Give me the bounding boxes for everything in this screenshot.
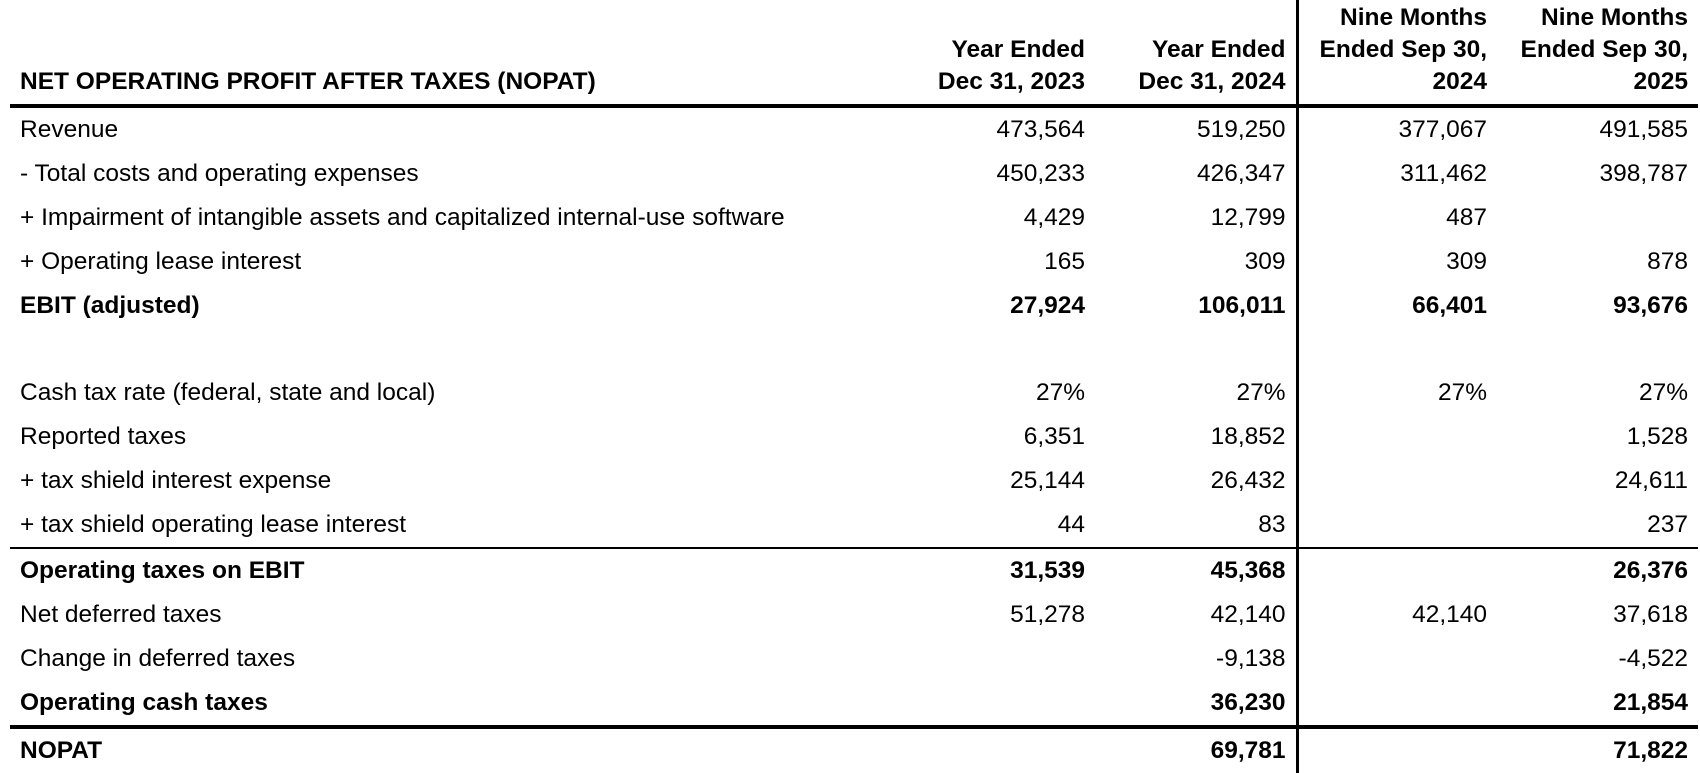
cell-value: 66,401 [1412, 292, 1487, 319]
table-row [10, 637, 1698, 681]
cell-value: 93,676 [1613, 292, 1688, 319]
cell-value: 309 [1446, 248, 1487, 275]
row-label: + tax shield interest expense [20, 467, 332, 494]
cell-value: 27% [1035, 379, 1085, 406]
cell-value: 6,351 [1023, 423, 1085, 450]
cell-value [1297, 727, 1497, 773]
row-label: Cash tax rate (federal, state and local) [20, 379, 436, 406]
column-header-line: Ended Sep 30, [1520, 36, 1688, 63]
cell-value: 27,924 [1010, 292, 1085, 319]
cell-value: 42,140 [1412, 601, 1487, 628]
column-header-line: Year Ended [1152, 36, 1286, 63]
table-row-subtotal [10, 284, 1698, 328]
header-row [10, 0, 1698, 106]
cell-value: -4,522 [1618, 645, 1688, 672]
row-label: + tax shield operating lease interest [10, 503, 890, 548]
table-row-subtotal [10, 548, 1698, 593]
cell-value: 44 [890, 503, 1095, 548]
row-label: + Operating lease interest [20, 248, 302, 275]
row-label: Operating taxes on EBIT [20, 557, 305, 584]
cell-value: 37,618 [1613, 601, 1688, 628]
cell-value: 25,144 [1010, 467, 1085, 494]
row-label: Revenue [20, 116, 119, 143]
cell-value: 4,429 [1023, 204, 1085, 231]
column-header-line: Dec 31, 2024 [1138, 68, 1286, 95]
cell-value: 519,250 [1095, 106, 1297, 152]
column-header-line: Ended Sep 30, [1319, 36, 1487, 63]
cell-value: 36,230 [1095, 681, 1297, 727]
cell-value: 450,233 [996, 160, 1085, 187]
cell-value [890, 637, 1095, 681]
column-header-fy2023 [890, 0, 1095, 106]
cell-value: 83 [1095, 503, 1297, 548]
cell-value: -9,138 [1095, 637, 1297, 681]
column-header-line: Year Ended [951, 36, 1085, 63]
cell-value: 18,852 [1095, 415, 1297, 459]
cell-value: 377,067 [1398, 116, 1487, 143]
cell-value [1297, 548, 1497, 593]
cell-value: 12,799 [1095, 196, 1297, 240]
table-row-subtotal [10, 681, 1698, 727]
cell-value [1297, 637, 1497, 681]
cell-value: 106,011 [1095, 284, 1297, 328]
cell-value: 491,585 [1599, 116, 1688, 143]
cell-value: 426,347 [1095, 152, 1297, 196]
column-header-9m2024 [1297, 0, 1497, 106]
column-header-line: Nine Months [1541, 4, 1688, 31]
cell-value: 21,854 [1613, 689, 1688, 716]
row-label: Operating cash taxes [20, 689, 268, 716]
table-row [10, 503, 1698, 548]
column-header-fy2024 [1095, 0, 1297, 106]
column-header-9m2025 [1497, 0, 1698, 106]
table-row-spacer [10, 328, 1698, 371]
table-row [10, 196, 1698, 240]
row-label: NOPAT [10, 727, 890, 773]
cell-value: 27% [1095, 371, 1297, 415]
cell-value [1297, 459, 1497, 503]
cell-value: 27% [1437, 379, 1487, 406]
cell-value: 237 [1497, 503, 1698, 548]
row-label: EBIT (adjusted) [20, 292, 200, 319]
cell-value: 42,140 [1095, 593, 1297, 637]
cell-value: 473,564 [996, 116, 1085, 143]
cell-value: 1,528 [1626, 423, 1688, 450]
cell-value: 398,787 [1599, 160, 1688, 187]
cell-value [1497, 328, 1698, 371]
cell-value: 311,462 [1400, 160, 1487, 187]
cell-value [1297, 415, 1497, 459]
cell-value [1095, 328, 1297, 371]
cell-value: 45,368 [1095, 548, 1297, 593]
cell-value: 51,278 [1010, 601, 1085, 628]
cell-value: 878 [1647, 248, 1688, 275]
row-label: Change in deferred taxes [20, 645, 296, 672]
nopat-table [10, 0, 1698, 773]
row-label: + Impairment of intangible assets and capitalized internal-use software [20, 204, 785, 231]
row-label [10, 328, 890, 371]
cell-value: 309 [1095, 240, 1297, 284]
cell-value [890, 727, 1095, 773]
cell-value: 31,539 [1010, 557, 1085, 584]
cell-value: 71,822 [1497, 727, 1698, 773]
cell-value [890, 328, 1095, 371]
table-row [10, 459, 1698, 503]
cell-value: 24,611 [1614, 467, 1688, 494]
column-header-line: Dec 31, 2023 [937, 68, 1085, 95]
table-row-total [10, 727, 1698, 773]
table-row [10, 371, 1698, 415]
table-row [10, 152, 1698, 196]
row-label: - Total costs and operating expenses [20, 160, 419, 187]
column-header-line: Nine Months [1340, 4, 1487, 31]
cell-value: 27% [1638, 379, 1688, 406]
table-row [10, 593, 1698, 637]
cell-value [1297, 681, 1497, 727]
cell-value: 487 [1446, 204, 1487, 231]
cell-value [1497, 196, 1698, 240]
table-row [10, 415, 1698, 459]
cell-value: 165 [1044, 248, 1085, 275]
column-header-line: 2024 [1432, 68, 1487, 95]
row-label: Net deferred taxes [20, 601, 222, 628]
cell-value: 26,376 [1613, 557, 1688, 584]
table-title: NET OPERATING PROFIT AFTER TAXES (NOPAT) [10, 0, 890, 106]
table-row [10, 240, 1698, 284]
cell-value [1297, 328, 1497, 371]
table-row [10, 106, 1698, 152]
cell-value: 69,781 [1095, 727, 1297, 773]
cell-value [1297, 503, 1497, 548]
cell-value: 26,432 [1095, 459, 1297, 503]
row-label: Reported taxes [20, 423, 187, 450]
cell-value [890, 681, 1095, 727]
column-header-line: 2025 [1633, 68, 1688, 95]
